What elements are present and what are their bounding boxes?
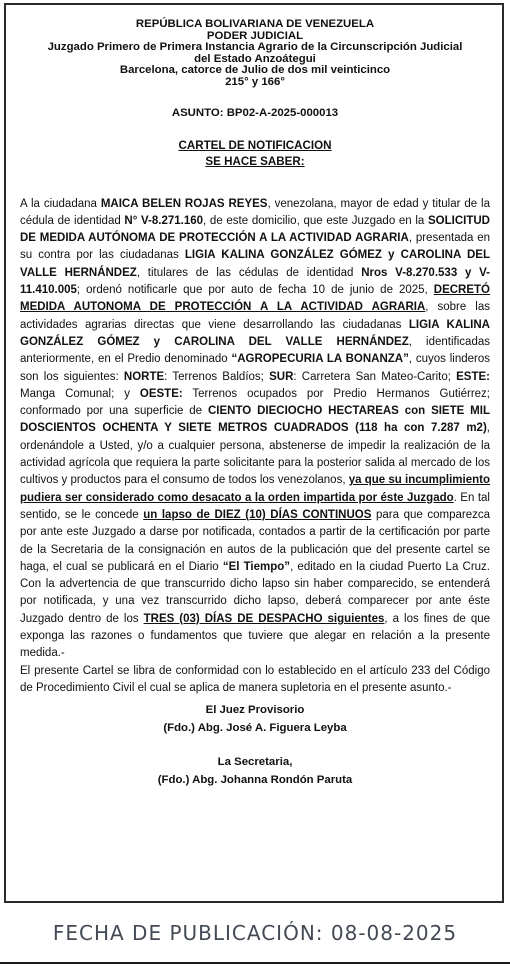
body-text: . En tal sentido, se le concede (20, 491, 490, 521)
notice-body (20, 196, 490, 698)
body-text: Manga Comunal; y (20, 387, 140, 400)
body-text: A la ciudadana (20, 197, 101, 210)
notice-title-block (20, 138, 490, 170)
header-power: PODER JUDICIAL (206, 29, 304, 42)
body-text: , venezolana, mayor de edad y titular de la cédula de identidad (20, 197, 491, 227)
body-text: , ordenándole a Usted, y/o a cualquier persona, abstenerse de impedir la realización de la actividad agrícola que requiera la parte solicitante para la posterior salida al mercado de los cultivos y productos para el consumo de todos los venezolanos, (20, 422, 490, 487)
decree-text: DECRETÓ MEDIDA AUTONOMA DE PROTECCIÓN A LA ACTIVIDAD AGRARIA (20, 284, 490, 314)
publication-date: FECHA DE PUBLICACIÓN: 08-08-2025 (52, 921, 458, 945)
body-text: , sobre las actividades agrarias directas que viene desarrollando las ciudadanas (20, 301, 490, 331)
contempt-warning: ya que su incumplimiento pudiera ser considerado como desacato a la orden impartida por éste Juzgado (20, 474, 490, 504)
court-header (20, 19, 490, 89)
secretary-signature (20, 753, 490, 789)
applicant-ids: Nros V-8.270.533 y V-11.410.005 (20, 266, 490, 297)
property-name: “AGROPECURIA LA BONANZA” (231, 353, 409, 366)
deadline-period: un lapso de DIEZ (10) DÍAS CONTINUOS (143, 508, 372, 521)
body-text: : Terrenos Baldíos; (164, 370, 270, 383)
legal-notice (4, 3, 504, 903)
body-text: , titulares de las cédulas de identidad (136, 266, 362, 279)
body-text: , de este domicilio, que este Juzgado en la (203, 214, 429, 227)
judge-name: (Fdo.) Abg. José A. Figuera Leyba (163, 722, 347, 735)
header-country: REPÚBLICA BOLIVARIANA DE VENEZUELA (135, 18, 375, 30)
boundary-west: OESTE: (139, 387, 183, 400)
boundary-south: SUR (269, 370, 294, 383)
notice-paragraph-legal-basis: El presente Cartel se libra de conformidad con lo establecido en el artículo 233 del Código de Procedimiento Civil el cual se aplica de manera supletoria en el presente asunto.- (20, 664, 490, 694)
header-state: del Estado Anzoátegui (194, 52, 316, 65)
body-text: Terrenos ocupados por Predio Hermanos Gutiérrez; conformado por una superficie de (20, 387, 491, 418)
applicant-names: LIGIA KALINA GONZÁLEZ GÓMEZ y CAROLINA DEL VALLE HERNÁNDEZ (20, 249, 490, 279)
header-court: Juzgado Primero de Primera Instancia Agrario de la Circunscripción Judicial (47, 41, 463, 54)
body-text: , editado en la ciudad Puerto La Cruz. Con la advertencia de que transcurrido dicho lapso sin haber comparecido, se entenderá por notificada, y una vez transcurrido dicho lapso, deberá comparecer por ante éste Juzgado dentro de los (20, 560, 490, 625)
header-date: Barcelona, catorce de Julio de dos mil veinticinco (119, 64, 391, 77)
body-text: , cuyos linderos son los siguientes: (20, 353, 490, 383)
applicant-names: LIGIA KALINA GONZÁLEZ GÓMEZ y CAROLINA DEL VALLE HERNÁNDEZ (20, 318, 490, 348)
property-area: CIENTO DIECIOCHO HECTAREAS con SIETE MIL DOSCIENTOS OCHENTA Y SIETE METROS CUADRADOS (118 ha con 7.287 m2) (20, 405, 490, 435)
secretary-name: (Fdo.) Abg. Johanna Rondón Paruta (157, 774, 353, 787)
boundary-east: ESTE: (456, 370, 491, 383)
notice-paragraph-main (20, 196, 490, 663)
judge-title: El Juez Provisorio (205, 704, 305, 717)
bottom-divider (0, 962, 510, 964)
body-text: , identificadas anteriormente, en el Predio denominado (20, 335, 490, 366)
secretary-title: La Secretaria, (217, 756, 293, 769)
respondent-name: MAICA BELEN ROJAS REYES (100, 197, 268, 210)
body-text: , a los fines de que exponga las razones o fundamentos que tuviere que alegar en relación a la presente medida.- (20, 612, 491, 660)
body-text: : Carretera San Mateo-Carito; (293, 370, 457, 383)
respondent-id: N° V-8.271.160 (124, 214, 204, 227)
judge-signature (20, 701, 490, 737)
header-years: 215° y 166° (225, 75, 285, 88)
boundary-north: NORTE (123, 370, 165, 383)
notice-title: CARTEL DE NOTIFICACION (178, 138, 332, 152)
notice-subtitle: SE HACE SABER: (205, 154, 305, 168)
request-type: SOLICITUD DE MEDIDA AUTÓNOMA DE PROTECCIÓN A LA ACTIVIDAD AGRARIA (20, 214, 490, 245)
newspaper-name: “El Tiempo” (222, 560, 291, 573)
body-text: ; ordenó notificarle que por auto de fecha 10 de junio de 2025, (76, 284, 434, 297)
body-text: para que comparezca por ante este Juzgado a darse por notificada, contados a partir de la certificación por parte de la Secretaria de la consignación en autos de la publicación que del presente cartel se haga, el cual se publicará en el Diario (20, 508, 490, 573)
case-number: ASUNTO: BP02-A-2025-000013 (171, 106, 339, 119)
body-text: , presentada en su contra por las ciudadanas (20, 232, 490, 262)
appearance-period: TRES (03) DÍAS DE DESPACHO siguientes (143, 612, 385, 625)
